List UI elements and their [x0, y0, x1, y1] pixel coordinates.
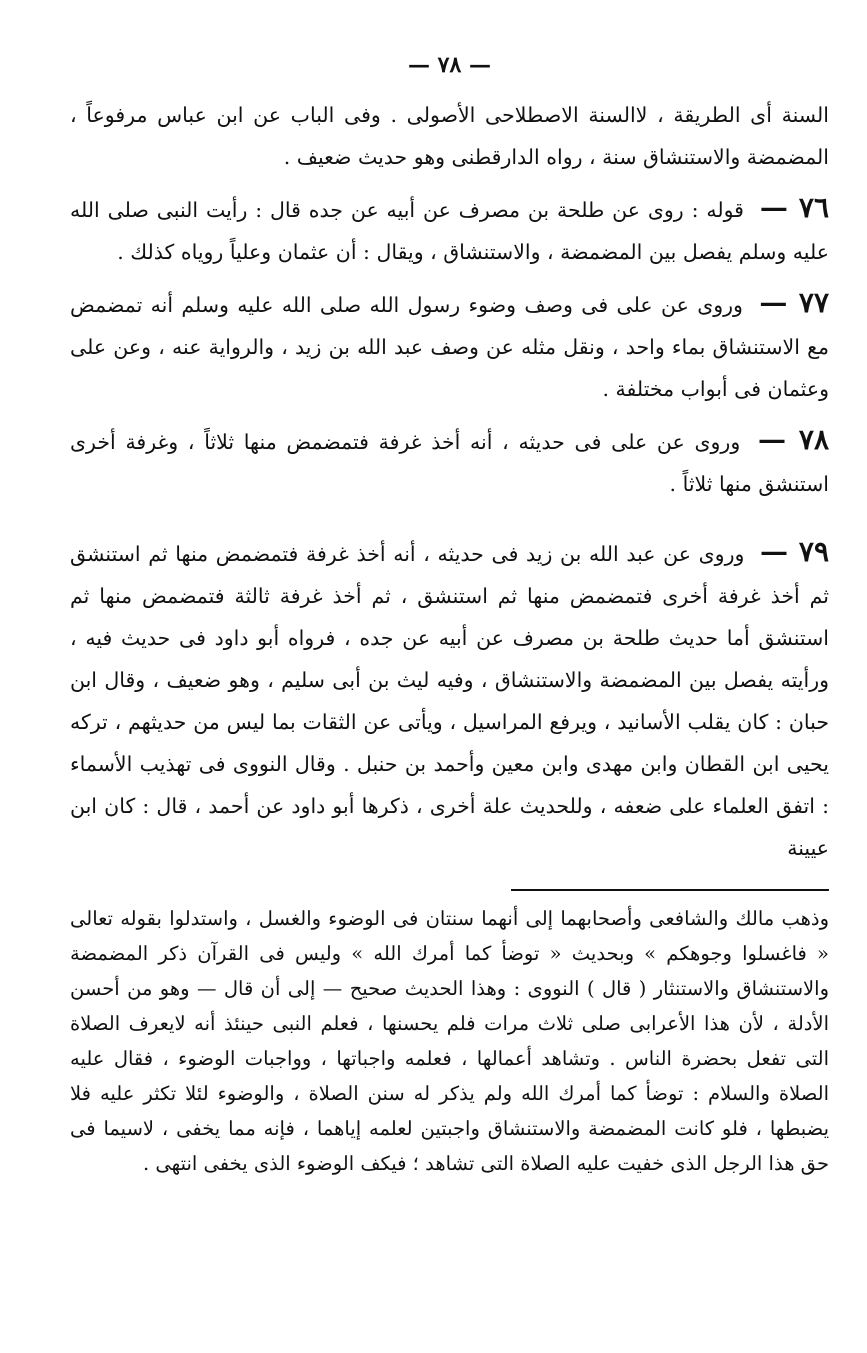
footnote-text: وذهب مالك والشافعى وأصحابهما إلى أنهما سنتان فى الوضوء والغسل ، واستدلوا بقوله تعالى « فاغسلوا وجوهكم » وبحديث « توضأ كما أمرك الله » وليس فى القرآن ذكر المضمضة والاستنشاق والاستنثار ( قال ) النووى : وهذا الحديث صحيح — إلى أن قال — وهو من أحسن الأدلة ، لأن هذا الأعرابى صلى ثلاث مرات فلم يحسنها ، فعلم النبى حينئذ أنه لايعرف الصلاة التى تفعل بحضرة الناس . وتشاهد أعمالها ، فعلمه واجباتها ، وواجبات الوضوء ، فقال عليه الصلاة والسلام : توضأ كما أمرك الله ولم يذكر له سنن الصلاة ، والوضوء لئلا تكثر عليه فلا يضبطها ، فلو كانت المضمضة والاستنشاق واجبتين لعلمه إياهما ، فإنه مما يخفى ، لاسيما فى حق هذا الرجل الذى خفيت عليه الصلاة التى تشاهد ؛ فيكف الوضوء الذى يخفى انتهى .: [70, 907, 829, 1175]
paragraph-number: ٧٧ —: [759, 286, 829, 319]
footnote-section: [70, 901, 829, 1181]
paragraph-number: ٧٦ —: [759, 191, 829, 224]
paragraph-text: السنة أى الطريقة ، لاالسنة الاصطلاحى الأصولى . وفى الباب عن ابن عباس مرفوعاً ، المضمضة والاستنشاق سنة ، رواه الدارقطنى وهو حديث ضعيف .: [70, 103, 829, 169]
paragraph-text: وروى عن على فى حديثه ، أنه أخذ غرفة فتمضمض منها ثلاثاً ، وغرفة أخرى استنشق منها ثلاثاً .: [70, 430, 829, 496]
main-text: [70, 94, 829, 869]
paragraph-number: ٧٨ —: [757, 423, 829, 456]
paragraph-text: وروى عن عبد الله بن زيد فى حديثه ، أنه أخذ غرفة فتمضمض منها ثم استنشق ثم أخذ غرفة أخرى فتمضمض منها ثم استنشق ، ثم أخذ غرفة ثالثة فتمضمض منها ثم استنشق أما حديث طلحة بن مصرف عن أبيه عن جده ، فرواه أبو داود فى حديث فيه ، ورأيته يفصل بين المضمضة والاستنشاق ، وفيه ليث بن أبى سليم ، وهو ضعيف ، وقال ابن حبان : كان يقلب الأسانيد ، ويرفع المراسيل ، ويأتى عن الثقات بما ليس من حديثهم ، تركه يحيى ابن القطان وابن مهدى وابن معين وأحمد بن حنبل . وقال النووى فى تهذيب الأسماء : اتفق العلماء على ضعفه ، وللحديث علة أخرى ، ذكرها أبو داود عن أحمد ، قال : كان ابن عيينة: [70, 542, 829, 860]
paragraph-intro: [70, 94, 829, 178]
footnote-divider: [511, 889, 829, 891]
paragraph-76: [70, 187, 829, 273]
page-number: — ٧٨ —: [408, 52, 491, 78]
paragraph-number: ٧٩ —: [760, 535, 829, 568]
paragraph-78: [70, 419, 829, 505]
paragraph-77: [70, 282, 829, 410]
paragraph-79: [70, 531, 829, 869]
paragraph-text: وروى عن على فى وصف وضوء رسول الله صلى الله عليه وسلم أنه تمضمض مع الاستنشاق بماء واحد ، ونقل مثله عن وصف عبد الله بن زيد ، والرواية عنه ، وعن على وعثمان فى أبواب مختلفة .: [70, 293, 829, 401]
paragraph-text: قوله : روى عن طلحة بن مصرف عن أبيه عن جده قال : رأيت النبى صلى الله عليه وسلم يفصل بين المضمضة ، والاستنشاق ، ويقال : أن عثمان وعلياً روياه كذلك .: [70, 198, 829, 264]
